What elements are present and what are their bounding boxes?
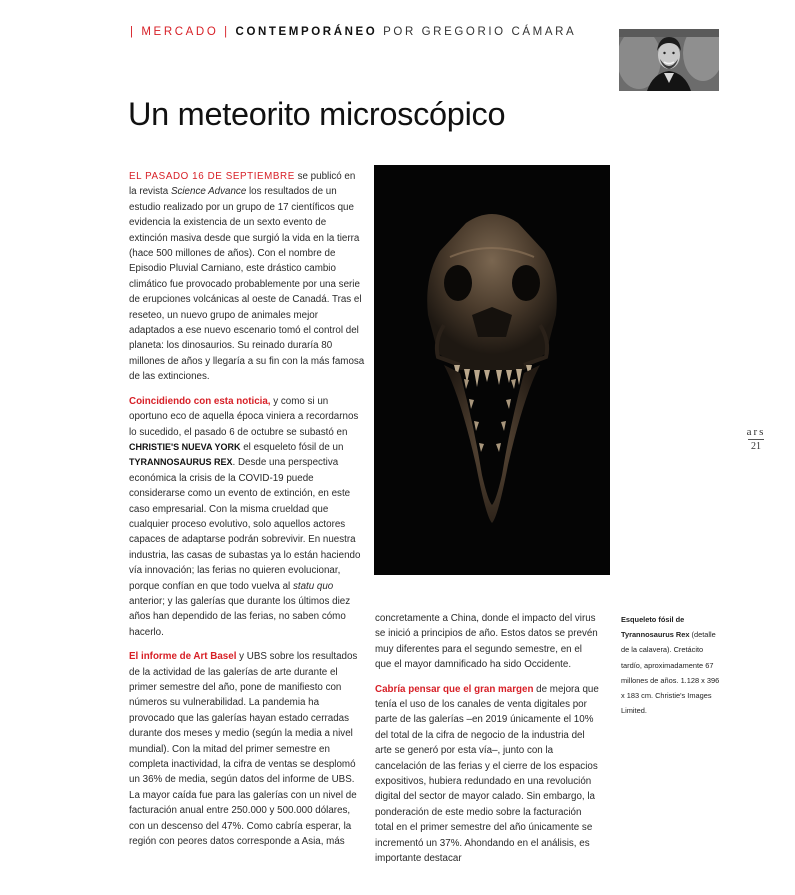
magazine-name: ars [746, 426, 766, 438]
author-portrait [619, 29, 719, 91]
t-rex-skull-photo [374, 165, 610, 575]
section-header [130, 26, 576, 38]
caption-title: Esqueleto fósil de Tyrannosaurus Rex [621, 615, 690, 640]
species-name: TYRANNOSAURUS REX [129, 457, 233, 468]
page-folio [741, 426, 771, 452]
paragraph-kicker: EL PASADO 16 DE SEPTIEMBRE [129, 171, 295, 182]
text-column-right [375, 611, 600, 867]
paragraph-kicker: El informe de Art Basel [129, 651, 237, 663]
page-number: 21 [751, 441, 761, 452]
journal-name: Science Advance [170, 186, 247, 198]
byline: POR GREGORIO CÁMARA [383, 26, 577, 38]
paragraph: Cabría pensar que el gran margen de mejora que tenía el uso de los canales de venta digitales por parte de las galerías –en 2019 únicamente el 10% del total de la cifra de negocio de la industria del arte se generó por esta vía–, junto con la cancelación de las ferias y el cierre de los espacios expositivos, hubiera redundado en una revolución digital del sector de mayor calado. Sin embargo, la ponderación de este medio sobre la facturación total en el primer semestre del año únicamente se incrementó un 37%. Ahondando en el análisis, es importante destacar [375, 683, 599, 865]
paragraph-kicker: Cabría pensar que el gran margen [375, 683, 534, 695]
auction-house: CHRISTIE'S NUEVA YORK [129, 441, 241, 452]
paragraph: El informe de Art Basel y UBS sobre los resultados de la actividad de las galerías de arte durante el primer semestre del año, pone de manifiesto con números su vulnerabilidad. La pandemia ha provocado que las galerías hayan estado cerradas durante dos meses y medio (según la media a nivel mundial). Con la mitad del primer semestre en completa inactividad, la cifra de ventas se desplomó un 36% de media, según datos del informe de UBS. La mayor caída fue para las galerías con un nivel de facturación anual entre 250.000 y 500.000 dólares, con un descenso del 47%. Como cabría esperar, la región con peores datos corresponde a Asia, más [129, 651, 358, 848]
column-name: CONTEMPORÁNEO [235, 26, 378, 38]
folio-divider [748, 439, 764, 440]
t-rex-skull-icon [374, 165, 610, 575]
section-label: | MERCADO | [130, 26, 230, 38]
paragraph: concretamente a China, donde el impacto del virus se inició a principios de año. Estos datos se prevén muy diferentes para el segundo semestre, en el que el mayor damnificado ha sido Occidente. [375, 613, 598, 671]
paragraph: Coincidiendo con esta noticia, y como si un oportuno eco de aquella época viniera a recordarnos lo sucedido, el pasado 6 de octubre se subastó en CHRISTIE'S NUEVA YORK el esqueleto fósil de un TYRANNOSAURUS REX. Desde una perspectiva económica la crisis de la COVID-19 puede considerarse como un evento de extinción, en este caso empresarial. Con la misma crueldad que cualquier proceso evolutivo, solo aquellos actores capaces de adaptarse podrán sobrevivir. En nuestra industria, las casas de subastas ya lo están haciendo vía innovación; las ferias no quieren evolucionar, porque confían en que todo vuelva al statu quo anterior; y las galerías que durante los últimos diez años han dependido de las ferias, no saben cómo hacerlo. [129, 395, 361, 638]
paragraph: EL PASADO 16 DE SEPTIEMBRE se publicó en la revista Science Advance los resultados de un estudio realizado por un grupo de 17 científicos que evidencia la existencia de un sexto evento de extinción masiva desde que surgió la vida en la tierra (hace 500 millones de años). Con el nombre de Episodio Pluvial Carniano, este drástico cambio climático fue provocado probablemente por una serie de erupciones volcánicas al oeste de Canadá. Tras el reseteo, un nuevo grupo de animales mejor adaptados a ese nuevo escenario tomó el control del planeta: los dinosaurios. Su reinado duraría 80 millones de años y llegaría a su fin con la más famosa de las extinciones. [129, 171, 365, 383]
paragraph-kicker: Coincidiendo con esta noticia, [129, 395, 271, 407]
article-title: Un meteorito microscópico [128, 96, 506, 132]
author-photo-icon [619, 29, 719, 91]
photo-caption: Esqueleto fósil de Tyrannosaurus Rex (detalle de la calavera). Cretácito tardío, aproximadamente 67 millones de años. 1.128 x 396 x 183 cm. Christie's Images Limited. [621, 615, 720, 716]
text-column-left [129, 169, 365, 849]
